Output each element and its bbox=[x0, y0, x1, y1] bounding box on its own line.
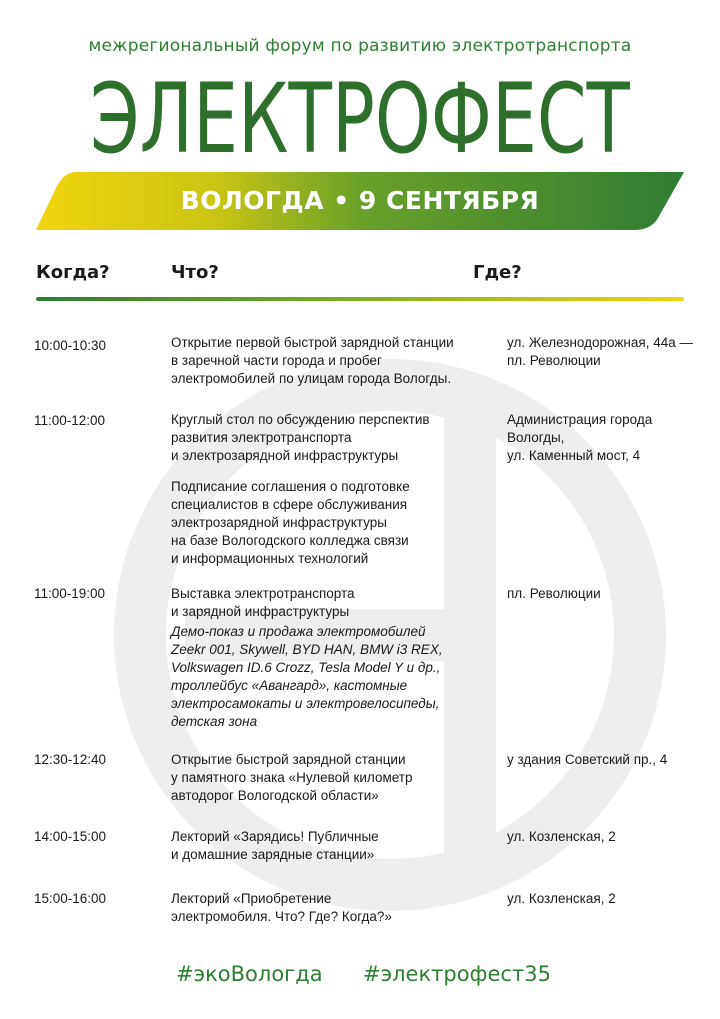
event-description: Лекторий «Приобретение электромобиля. Что? Где? Когда?» bbox=[171, 891, 392, 924]
event-time: 15:00-16:00 bbox=[34, 891, 107, 906]
header-divider bbox=[36, 297, 684, 301]
event-description: Выставка электротранспорта и зарядной инфраструктуры bbox=[171, 586, 355, 619]
event-time: 14:00-15:00 bbox=[34, 829, 107, 844]
event-description: Открытие первой быстрой зарядной станции в заречной части города и пробег электромобилей по улицам города Вологды. bbox=[171, 335, 454, 386]
event-description: Круглый стол по обсуждению перспектив развития электротранспорта и электрозарядной инфраструктуры bbox=[171, 412, 430, 463]
event-location: ул. Козленская, 2 bbox=[507, 829, 616, 844]
column-what: Что? bbox=[171, 262, 219, 283]
hashtag-electrofest: #электрофест35 bbox=[363, 962, 551, 986]
event-description: Открытие быстрой зарядной станции у памятного знака «Нулевой километр автодорог Вологодской области» bbox=[171, 752, 413, 803]
event-description: Лекторий «Зарядись! Публичные и домашние зарядные станции» bbox=[171, 829, 379, 862]
electrofest-logo bbox=[90, 70, 630, 160]
forum-subtitle: межрегиональный форум по развитию электротранспорта bbox=[88, 36, 632, 56]
event-location: пл. Революции bbox=[507, 586, 601, 601]
event-location: у здания Советский пр., 4 bbox=[507, 752, 668, 767]
logo-wordmark: ЭЛЕКТРОФЕСТ bbox=[90, 70, 630, 160]
event-time: 10:00-10:30 bbox=[34, 338, 107, 353]
column-when: Когда? bbox=[36, 262, 110, 283]
event-description-extra: Подписание соглашения о подготовке специалистов в сфере обслуживания электрозарядной инфраструктуры на базе Вологодского колледжа связи и информационных технологий bbox=[171, 479, 410, 566]
event-description-italic: Демо-показ и продажа электромобилей Zeekr 001, Skywell, BYD HAN, BMW i3 REX, Volkswagen ID.6 Crozz, Tesla Model Y и др., троллейбус «Авангард», кастомные электросамокаты и электровелосипеды, детская зона bbox=[171, 624, 443, 729]
hashtag-eco-vologda: #экоВологда bbox=[176, 962, 323, 986]
event-time: 12:30-12:40 bbox=[34, 752, 107, 767]
event-time: 11:00-12:00 bbox=[34, 413, 106, 428]
event-time: 11:00-19:00 bbox=[34, 586, 106, 601]
event-location: ул. Железнодорожная, 44а — пл. Революции bbox=[507, 335, 693, 368]
banner-city-date: ВОЛОГДА • 9 СЕНТЯБРЯ bbox=[180, 186, 540, 215]
event-location: Администрация города Вологды, ул. Каменный мост, 4 bbox=[507, 412, 653, 463]
column-where: Где? bbox=[473, 262, 522, 283]
event-location: ул. Козленская, 2 bbox=[507, 891, 616, 906]
